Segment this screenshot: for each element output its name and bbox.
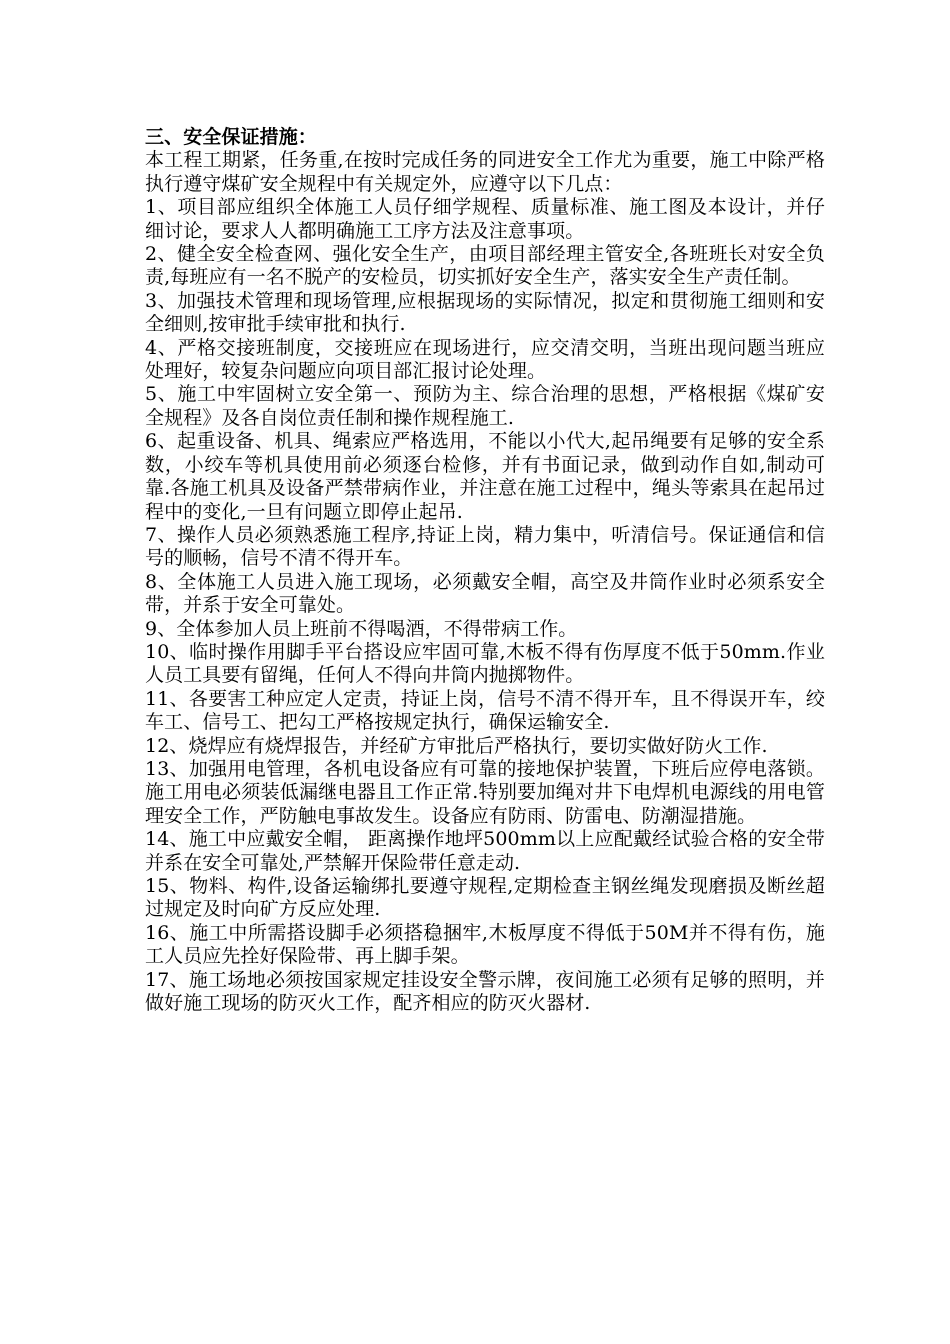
measure-11: 11、各要害工种应定人定责，持证上岗，信号不清不得开车，且不得误开车，绞车工、信号工、把勾工严格按规定执行，确保运输安全. <box>145 687 825 734</box>
measure-12: 12、烧焊应有烧焊报告，并经矿方审批后严格执行，要切实做好防火工作. <box>145 734 768 757</box>
measure-3: 3、加强技术管理和现场管理,应根据现场的实际情况，拟定和贯彻施工细则和安全细则,按审批手续审批和执行. <box>145 289 825 336</box>
measure-16: 16、施工中所需搭设脚手必须搭稳捆牢,木板厚度不得低于50M并不得有伤，施工人员应先拴好保险带、再上脚手架。 <box>145 921 825 968</box>
measure-2: 2、健全安全检查网、强化安全生产，由项目部经理主管安全,各班班长对安全负责,每班应有一名不脱产的安检员，切实抓好安全生产，落实安全生产责任制。 <box>145 243 825 289</box>
measure-14: 14、施工中应戴安全帽， 距离操作地坪500mm以上应配戴经试验合格的安全带并系在安全可靠处,严禁解开保险带任意走动. <box>145 828 825 874</box>
document-page <box>145 126 825 1015</box>
measure-7: 7、操作人员必须熟悉施工程序,持证上岗，精力集中，听清信号。保证通信和信号的顺畅，信号不清不得开车。 <box>145 523 825 570</box>
measure-10: 10、临时操作用脚手平台搭设应牢固可靠,木板不得有伤厚度不低于50mm.作业人员工具要有留绳，任何人不得向井筒内抛掷物件。 <box>145 640 825 687</box>
measure-5: 5、施工中牢固树立安全第一、预防为主、综合治理的思想，严格根据《煤矿安全规程》及各自岗位责任制和操作规程施工. <box>145 383 825 429</box>
measure-1: 1、项目部应组织全体施工人员仔细学规程、质量标准、施工图及本设计，并仔细讨论，要求人人都明确施工工序方法及注意事项。 <box>145 196 825 242</box>
measure-8: 8、全体施工人员进入施工现场，必须戴安全帽，高空及井筒作业时必须系安全带，并系于安全可靠处。 <box>145 570 825 617</box>
measure-17: 17、施工场地必须按国家规定挂设安全警示牌，夜间施工必须有足够的照明，并做好施工现场的防灭火工作，配齐相应的防灭火器材. <box>145 968 825 1015</box>
measure-9: 9、全体参加人员上班前不得喝酒，不得带病工作。 <box>145 617 578 640</box>
measure-4: 4、严格交接班制度，交接班应在现场进行，应交清交明，当班出现问题当班应处理好，较复杂问题应向项目部汇报讨论处理。 <box>145 336 825 383</box>
section-heading: 三、安全保证措施： <box>145 126 317 148</box>
intro-paragraph: 本工程工期紧，任务重,在按时完成任务的同进安全工作尤为重要，施工中除严格执行遵守煤矿安全规程中有关规定外，应遵守以下几点： <box>145 149 825 195</box>
measure-15: 15、物料、构件,设备运输绑扎要遵守规程,定期检查主钢丝绳发现磨损及断丝超过规定及时向矿方反应处理. <box>145 875 825 921</box>
measure-13: 13、加强用电管理，各机电设备应有可靠的接地保护装置，下班后应停电落锁。施工用电必须装低漏继电器且工作正常.特别要加绳对井下电焊机电源线的用电管理安全工作，严防触电事故发生。设备应有防雨、防雷电、防潮湿措施。 <box>145 757 825 827</box>
measure-6: 6、起重设备、机具、绳索应严格选用，不能以小代大,起吊绳要有足够的安全系数，小绞车等机具使用前必须逐台检修，并有书面记录，做到动作自如,制动可靠.各施工机具及设备严禁带病作业，并注意在施工过程中，绳头等索具在起吊过程中的变化,一旦有问题立即停止起吊. <box>145 430 825 523</box>
